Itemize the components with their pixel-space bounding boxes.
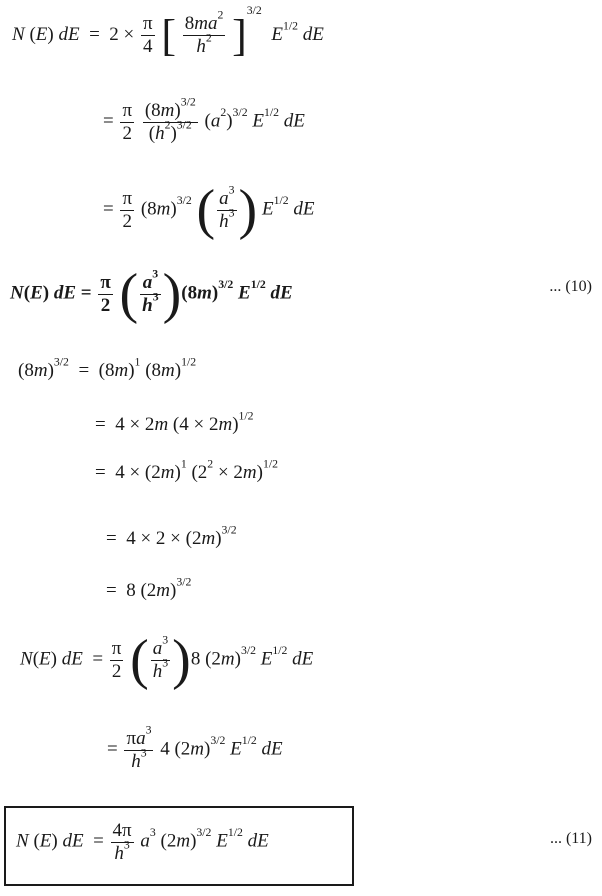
equation-line-10: N(E) dE = $\frac{\pi}{2}$ ( $\frac{a^3}{h^3}$ )8 $(2m)^{3/2}$ $E^{1/2}$ dE <box>20 629 314 691</box>
equation-line-7: = $4 \times (2m)^1$ $(2^2 \times 2m)^{1/2}$ <box>95 457 279 483</box>
equation-line-1: N (E) dE = 2 × $\frac{\pi}{4}$ [ $\frac{8ma^2}{h^2}$ ]$^{3/2}$ $E^{1/2}$ dE <box>12 3 324 60</box>
equation-line-5: $(8m)^{3/2} = (8m)^1$ $(8m)^{1/2}$ <box>18 355 197 381</box>
equation-number-10: ... (10) <box>549 278 592 295</box>
equation-line-2: = $\frac{\pi}{2}$ $\frac{(8m)^{3/2}}{(h^2)^{3/2}}$ $(a^2)^{3/2}$ $E^{1/2}$ dE <box>103 95 305 144</box>
equation-line-3: = $\frac{\pi}{2}$ $(8m)^{3/2}$ ( $\frac{a^3}{h^3}$ ) $E^{1/2}$ dE <box>103 179 315 241</box>
equation-number-11: ... (11) <box>549 830 592 847</box>
equation-line-11: = $\frac{\pi a^3}{h^3}$ 4 $(2m)^{3/2}$ $E^{1/2}$ dE <box>107 723 283 772</box>
equation-line-8: = $4 \times 2 \times (2m)^{3/2}$ <box>106 523 237 549</box>
equation-line-9: = 8 $(2m)^{3/2}$ <box>106 575 192 601</box>
equation-line-4: N(E) dE = $\frac{\pi}{2}$ ( $\frac{a^3}{h^3}$ )$(8m)^{3/2}$ $E^{1/2}$ dE <box>10 263 293 325</box>
equation-line-12: N (E) dE = $\frac{4\pi}{h^3}$ $a^3$ $(2m)^{3/2}$ $E^{1/2}$ dE <box>16 820 269 864</box>
equation-line-6: = 4 × 2m $(4 \times 2m)^{1/2}$ <box>95 409 254 435</box>
